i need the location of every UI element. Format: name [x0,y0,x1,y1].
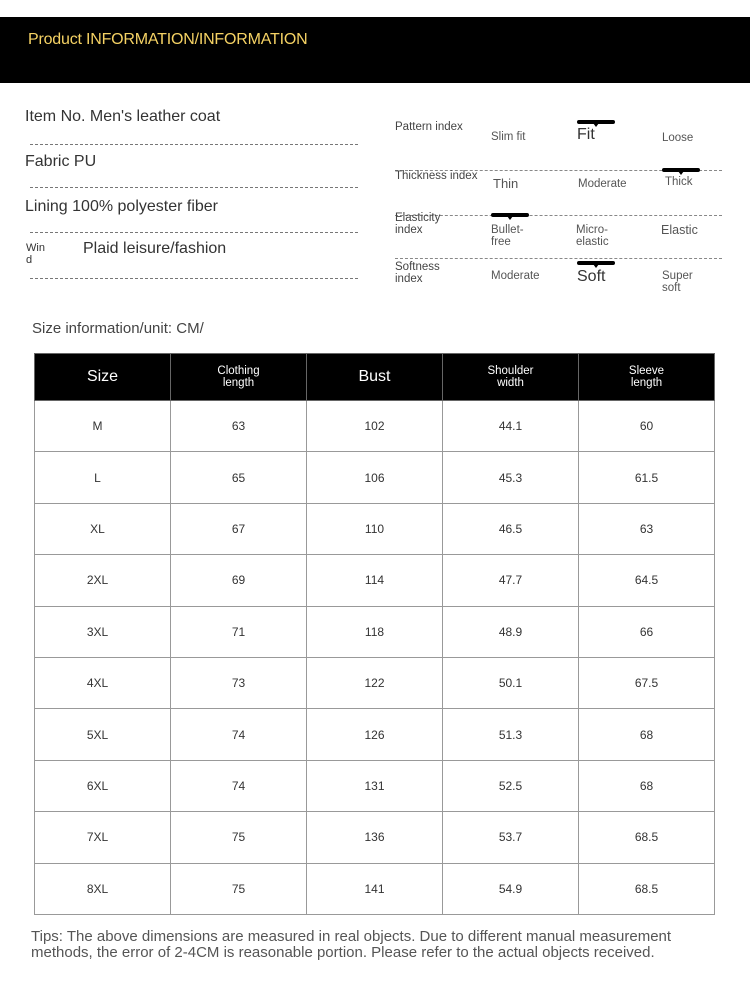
table-cell: 69 [171,555,307,606]
divider [30,144,358,145]
table-cell: 46.5 [443,503,579,554]
elasticity-option-elastic: Elastic [661,223,698,237]
table-cell: 48.9 [443,606,579,657]
pattern-option-fit: Fit [577,126,595,143]
table-cell: 50.1 [443,657,579,708]
table-body [35,401,715,915]
table-cell: 102 [307,401,443,452]
table-cell: M [35,401,171,452]
elasticity-option-bullet-free: Bullet-free [491,224,524,248]
pattern-index-label: Pattern index [395,121,463,133]
table-cell: 68 [579,709,715,760]
item-no-text: Item No. Men's leather coat [25,108,221,125]
table-cell: 75 [171,812,307,863]
table-header-row [35,354,715,401]
header-bust: Bust [307,354,443,401]
table-cell: 75 [171,863,307,914]
table-row [35,452,715,503]
table-cell: 71 [171,606,307,657]
table-cell: 47.7 [443,555,579,606]
table-cell: 6XL [35,760,171,811]
table-row [35,760,715,811]
header-sleeve-length: Sleeve length [579,354,715,401]
table-row [35,812,715,863]
lining-text: Lining 100% polyester fiber [25,198,219,215]
table-cell: 118 [307,606,443,657]
table-cell: 63 [171,401,307,452]
table-cell: 74 [171,709,307,760]
thickness-option-thick: Thick [665,176,693,188]
table-cell: XL [35,503,171,554]
table-cell: 54.9 [443,863,579,914]
pattern-option-slim: Slim fit [491,131,526,143]
header-size: Size [35,354,171,401]
table-cell: 7XL [35,812,171,863]
softness-option-soft: Soft [577,268,606,285]
elasticity-option-micro-elastic: Micro-elastic [576,224,609,248]
thickness-option-thin: Thin [493,176,519,191]
table-cell: 126 [307,709,443,760]
header-shoulder-width: Shoulder width [443,354,579,401]
table-cell: 136 [307,812,443,863]
pattern-selected-marker [577,120,615,124]
table-cell: 60 [579,401,715,452]
table-cell: 63 [579,503,715,554]
softness-option-super-soft: Super soft [662,270,693,294]
table-cell: 52.5 [443,760,579,811]
wind-value: Plaid leisure/fashion [83,240,227,257]
size-info-title: Size information/unit: CM/ [32,320,204,337]
elasticity-selected-marker [491,213,529,217]
thickness-option-moderate: Moderate [578,178,627,190]
table-cell: 68.5 [579,863,715,914]
table-cell: 67.5 [579,657,715,708]
pattern-option-loose: Loose [662,132,694,144]
table-cell: 61.5 [579,452,715,503]
table-cell: 53.7 [443,812,579,863]
softness-selected-marker [577,261,615,265]
thickness-selected-marker [662,168,700,172]
table-cell: 2XL [35,555,171,606]
table-cell: 45.3 [443,452,579,503]
divider [30,232,358,233]
table-row [35,657,715,708]
softness-option-moderate: Moderate [491,270,540,282]
header-clothing-length: Clothing length [171,354,307,401]
divider [30,278,358,279]
table-cell: 122 [307,657,443,708]
table-row [35,863,715,914]
table-cell: 44.1 [443,401,579,452]
table-cell: 110 [307,503,443,554]
fabric-text: Fabric PU [25,153,97,170]
table-row [35,555,715,606]
elasticity-index-label: Elasticity index [395,212,441,236]
table-cell: 66 [579,606,715,657]
header-title: Product INFORMATION/INFORMATION [28,31,308,48]
table-cell: L [35,452,171,503]
softness-index-label: Softness index [395,261,440,285]
tips-text: Tips: The above dimensions are measured in real objects. Due to different manual measurement methods, the error of 2-4CM is reasonable portion. Please refer to the actual objects received. [31,928,672,961]
table-cell: 114 [307,555,443,606]
thickness-index-label: Thickness index [395,170,478,182]
table-cell: 106 [307,452,443,503]
divider [30,187,358,188]
table-cell: 67 [171,503,307,554]
size-table [34,353,715,915]
header-bar [0,17,750,83]
table-row [35,606,715,657]
table-cell: 5XL [35,709,171,760]
wind-label: Wind [26,242,45,266]
table-cell: 74 [171,760,307,811]
table-cell: 65 [171,452,307,503]
table-cell: 68.5 [579,812,715,863]
table-cell: 73 [171,657,307,708]
table-row [35,503,715,554]
table-cell: 4XL [35,657,171,708]
table-cell: 51.3 [443,709,579,760]
table-cell: 141 [307,863,443,914]
table-row [35,401,715,452]
divider [395,258,722,259]
table-cell: 3XL [35,606,171,657]
table-cell: 8XL [35,863,171,914]
table-cell: 68 [579,760,715,811]
table-row [35,709,715,760]
table-cell: 64.5 [579,555,715,606]
table-cell: 131 [307,760,443,811]
